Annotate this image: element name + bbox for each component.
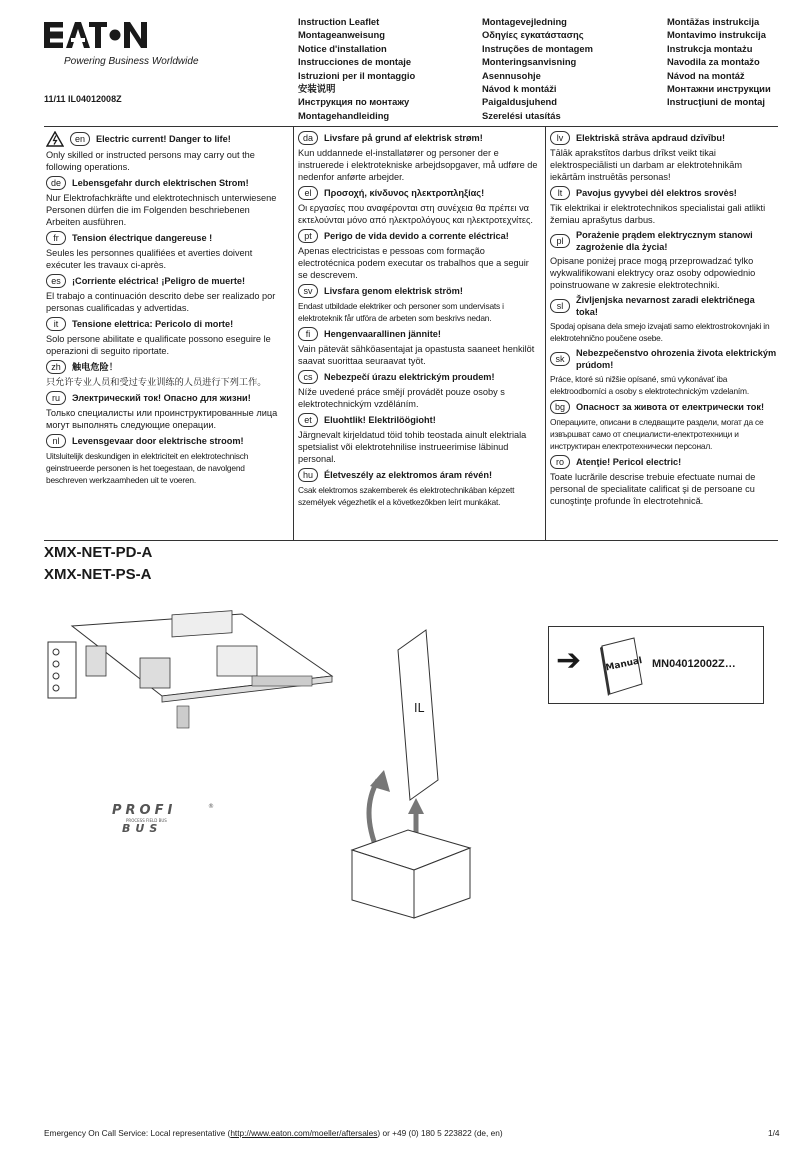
warning-title: Tension électrique dangereuse ! — [72, 233, 213, 243]
warning-cs — [298, 370, 538, 410]
manual-reference: MN04012002Z… — [652, 658, 736, 670]
divider-top — [44, 126, 778, 127]
language-badge: pt — [298, 229, 318, 243]
warning-title: Levensgevaar door elektrische stroom! — [72, 436, 244, 446]
language-badge: el — [298, 186, 318, 200]
language-badge: ro — [550, 455, 570, 469]
warning-title: Pavojus gyvybei dėl elektros srovės! — [576, 188, 737, 198]
language-badge: de — [46, 176, 66, 190]
title-item: Asennusohje — [482, 69, 541, 81]
warning-hu — [298, 468, 538, 508]
warning-pl — [550, 229, 778, 291]
warning-text: Seules les personnes qualifiées et averties doivent exécuter les travaux ci-après. — [46, 248, 253, 270]
language-badge: lt — [550, 186, 570, 200]
title-item: Navodila za montažo — [667, 56, 760, 68]
warning-text: Níže uvedené práce smějí provádět pouze osoby s elektrotechnickým vzděláním. — [298, 387, 505, 409]
title-item: Istruzioni per il montaggio — [298, 69, 416, 81]
warning-bg — [550, 400, 778, 452]
warning-lv — [550, 131, 778, 183]
document-number: 11/11 IL04012008Z — [44, 94, 122, 104]
warning-text: Opisane poniżej prace mogą przeprowadzać tylko wykwalifikowani elektrycy oraz osoby odpowiednio poinstruowane w zakresie elektrotechniki. — [550, 256, 756, 290]
warning-it — [46, 317, 286, 357]
title-item: Instrucciones de montaje — [298, 56, 412, 68]
box-and-leaflet-illustration — [330, 620, 490, 920]
warning-text: Csak elektromos szakemberek és elektrotechnikában képzett személyek végezhetik el a következőkben leírt munkákat. — [298, 485, 515, 507]
warning-lt — [550, 186, 778, 226]
language-badge: da — [298, 131, 318, 145]
language-badge: fi — [298, 327, 318, 341]
eaton-logo — [44, 20, 148, 57]
warning-sk — [550, 347, 778, 397]
title-item: Montagehandleiding — [298, 109, 390, 121]
warning-text: El trabajo a continuación descrito debe ser realizado por personas cualificadas y advertidas. — [46, 291, 276, 313]
warning-zh — [46, 360, 286, 388]
warning-da — [298, 131, 538, 183]
emergency-service-footer — [44, 1128, 503, 1138]
warning-fr — [46, 231, 286, 271]
language-badge: et — [298, 413, 318, 427]
eaton-logo-mark — [44, 20, 148, 50]
title-item: Montāžas instrukcija — [667, 16, 760, 27]
warning-title: Livsfara genom elektrisk ström! — [324, 286, 463, 296]
warning-title: Porażenie prądem elektrycznym stanowi zagrożenie dla życia! — [576, 230, 753, 252]
warning-title: Опасност за живота от електрически ток! — [576, 402, 765, 412]
warning-ru — [46, 391, 286, 431]
profibus-subtitle: PROCESS FIELD BUS — [126, 818, 167, 823]
warning-sv — [298, 284, 538, 324]
product-name: XMX-NET-PS-A — [44, 566, 152, 583]
warning-title: Eluohtlik! Elektrilöögioht! — [324, 415, 436, 425]
column-divider — [293, 126, 294, 540]
language-badge: sl — [550, 299, 570, 313]
title-item: Instruções de montagem — [482, 42, 593, 54]
title-item: Instruction Leaflet — [298, 16, 380, 27]
warning-ro — [550, 455, 778, 507]
manual-label: Manual — [604, 655, 644, 674]
warning-title: Hengenvaarallinen jännite! — [324, 329, 441, 339]
warning-text: Endast utbildade elektriker och personer som undervisats i elektroteknik får utföra de arbeten som beskrivs nedan. — [298, 301, 504, 323]
warning-title: Tensione elettrica: Pericolo di morte! — [72, 319, 234, 329]
title-item: Инструкция по монтажу — [298, 96, 410, 108]
title-item: Οδηγίες εγκατάστασης — [482, 29, 584, 41]
warning-text: Uitsluitelijk deskundigen in elektriciteit en elektrotechnisch geinstrueerde personen is het toegestaan, de navolgend beschreven werkzaamheden uit te voeren. — [46, 451, 249, 485]
warning-text: Tālāk aprakstītos darbus drīkst veikt tikai elektrospeciālisti un darbam ar elektrotehnikām iekārtām instruētās personas! — [550, 148, 743, 182]
warning-title: Perigo de vida devido a corrente eléctrica! — [324, 231, 509, 241]
title-item: Návod na montáž — [667, 69, 745, 81]
title-item: Instrucţiuni de montaj — [667, 96, 765, 108]
warning-title: Življenjska nevarnost zaradi električnega toka! — [576, 295, 755, 317]
warning-text: Только специалисты или проинструктированные лица могут выполнять следующие операции. — [46, 408, 278, 430]
page-number: 1/4 — [768, 1128, 780, 1138]
warning-nl — [46, 434, 286, 486]
warning-column-3 — [550, 128, 778, 508]
warning-text: Toate lucrările descrise trebuie efectuate numai de personal de specialitate calificat şi de persoane cu cunoştinţe profunde în electrotehnică. — [550, 472, 756, 506]
high-voltage-icon — [46, 131, 64, 147]
title-list-1 — [298, 15, 415, 122]
language-badge: zh — [46, 360, 66, 374]
warning-text: Spodaj opisana dela smejo izvajati samo elektrostrokovnjaki in elektrotehnično poučene osebe. — [550, 321, 770, 343]
warning-text: Nur Elektrofachkräfte und elektrotechnisch unterwiesene Personen dürfen die im Folgenden beschriebenen Arbeiten ausführen. — [46, 193, 277, 227]
warning-text: Tik elektrikai ir elektrotechnikos specialistai gali atlikti žemiau aprašytus darbus. — [550, 203, 766, 225]
warning-sl — [550, 294, 778, 344]
title-item: Szerelési utasítás — [482, 109, 561, 121]
divider-bottom — [44, 540, 778, 541]
language-badge: en — [70, 132, 90, 146]
column-divider — [545, 126, 546, 540]
warning-el — [298, 186, 538, 226]
warning-text: Solo persone abilitate e qualificate possono eseguire le operazioni di seguito riportate. — [46, 334, 271, 356]
warning-text: Операциите, описани в следващите раздели, могат да се извършват само от специалисти-електротехници и инструктиран електротехнически персонал. — [550, 417, 764, 451]
warning-text: Οι εργασίες που αναφέρονται στη συνέχεια θα πρέπει να εκτελούνται μόνο από ηλεκτρολόγους και ηλεκτροτεχνίτες. — [298, 203, 533, 225]
warning-et — [298, 413, 538, 465]
product-name: XMX-NET-PD-A — [44, 544, 153, 561]
title-item: Návod k montáži — [482, 83, 557, 95]
title-item: Montagevejledning — [482, 16, 567, 27]
language-badge: hu — [298, 468, 318, 482]
title-item: 安装说明 — [298, 83, 336, 95]
title-item: Монтажни инструкции — [667, 83, 771, 95]
warning-text: Práce, ktoré sú nižšie opísané, smú vykonávať iba elektroodborníci a osoby s elektrotechnickým vzdelaním. — [550, 374, 749, 396]
circuit-board-illustration — [42, 606, 342, 746]
language-badge: sk — [550, 352, 570, 366]
title-item: Notice d'installation — [298, 42, 387, 54]
language-badge: it — [46, 317, 66, 331]
title-list-3 — [667, 15, 771, 109]
warning-title: ¡Corriente eléctrica! ¡Peligro de muerte! — [72, 276, 246, 286]
footer-suffix: ) or +49 (0) 180 5 223822 (de, en) — [377, 1128, 503, 1138]
language-badge: es — [46, 274, 66, 288]
warning-text: Vain pätevät sähköasentajat ja opastusta saaneet henkilöt saavat suorittaa seuraavat työt. — [298, 344, 535, 366]
leaflet-mark: IL — [414, 701, 425, 715]
language-badge: nl — [46, 434, 66, 448]
warning-title: Lebensgefahr durch elektrischen Strom! — [72, 178, 249, 188]
warning-en — [46, 131, 286, 173]
warning-pt — [298, 229, 538, 281]
warning-title: Electric current! Danger to life! — [96, 134, 231, 144]
warning-title: Nebezpečí úrazu elektrickým proudem! — [324, 372, 495, 382]
title-item: Instrukcja montażu — [667, 42, 753, 54]
registered-mark: ® — [208, 803, 214, 810]
warning-fi — [298, 327, 538, 367]
warning-column-2 — [298, 128, 538, 509]
language-badge: cs — [298, 370, 318, 384]
profibus-logo — [108, 800, 216, 834]
profibus-letters: PROFI — [112, 803, 177, 818]
manual-book-icon — [598, 634, 646, 698]
language-badge: sv — [298, 284, 318, 298]
tagline: Powering Business Worldwide — [64, 56, 199, 67]
language-badge: ru — [46, 391, 66, 405]
title-list-2 — [482, 15, 593, 122]
warning-title: 触电危险！ — [72, 362, 118, 372]
warning-text: Apenas electricistas e pessoas com formação electrotécnica podem executar os trabalhos que a seguir se descrevem. — [298, 246, 529, 280]
language-badge: pl — [550, 234, 570, 248]
warning-title: Электрический ток! Опасно для жизни! — [72, 393, 251, 403]
language-badge: bg — [550, 400, 570, 414]
title-item: Paigaldusjuhend — [482, 96, 558, 108]
title-item: Monteringsanvisning — [482, 56, 577, 68]
warning-es — [46, 274, 286, 314]
warning-title: Atenţie! Pericol electric! — [576, 457, 682, 467]
language-badge: fr — [46, 231, 66, 245]
warning-text: 只允许专业人员和受过专业训练的人员进行下列工作。 — [46, 377, 267, 387]
footer-prefix: Emergency On Call Service: Local representative ( — [44, 1128, 231, 1138]
warning-text: Only skilled or instructed persons may carry out the following operations. — [46, 150, 255, 172]
warning-text: Järgnevalt kirjeldatud töid tohib teostada ainult elektriala spetsialist või elektrotehnilise instrueerimise läbinud personal. — [298, 430, 527, 464]
warning-title: Προσοχή, κίνδυνος ηλεκτροπληξίας! — [324, 188, 485, 198]
warning-de — [46, 176, 286, 228]
title-item: Montavimo instrukcija — [667, 29, 766, 41]
language-badge: lv — [550, 131, 570, 145]
aftersales-link[interactable]: http://www.eaton.com/moeller/aftersales — [230, 1128, 378, 1138]
warning-title: Elektriskā strāva apdraud dzīvību! — [576, 133, 726, 143]
arrow-right-icon: ➔ — [556, 644, 582, 677]
warning-title: Életveszély az elektromos áram révén! — [324, 470, 493, 480]
warning-column-1 — [46, 128, 286, 487]
warning-title: Nebezpečenstvo ohrozenia života elektrickým prúdom! — [576, 348, 777, 370]
title-item: Montageanweisung — [298, 29, 385, 41]
bus-letters: BUS — [122, 822, 163, 834]
warning-title: Livsfare på grund af elektrisk strøm! — [324, 133, 483, 143]
warning-text: Kun uddannede el-installatører og personer der e instruerede i elektrotekniske arbejdsopgaver, må udføre de nedenfor anførte arbejder. — [298, 148, 538, 182]
